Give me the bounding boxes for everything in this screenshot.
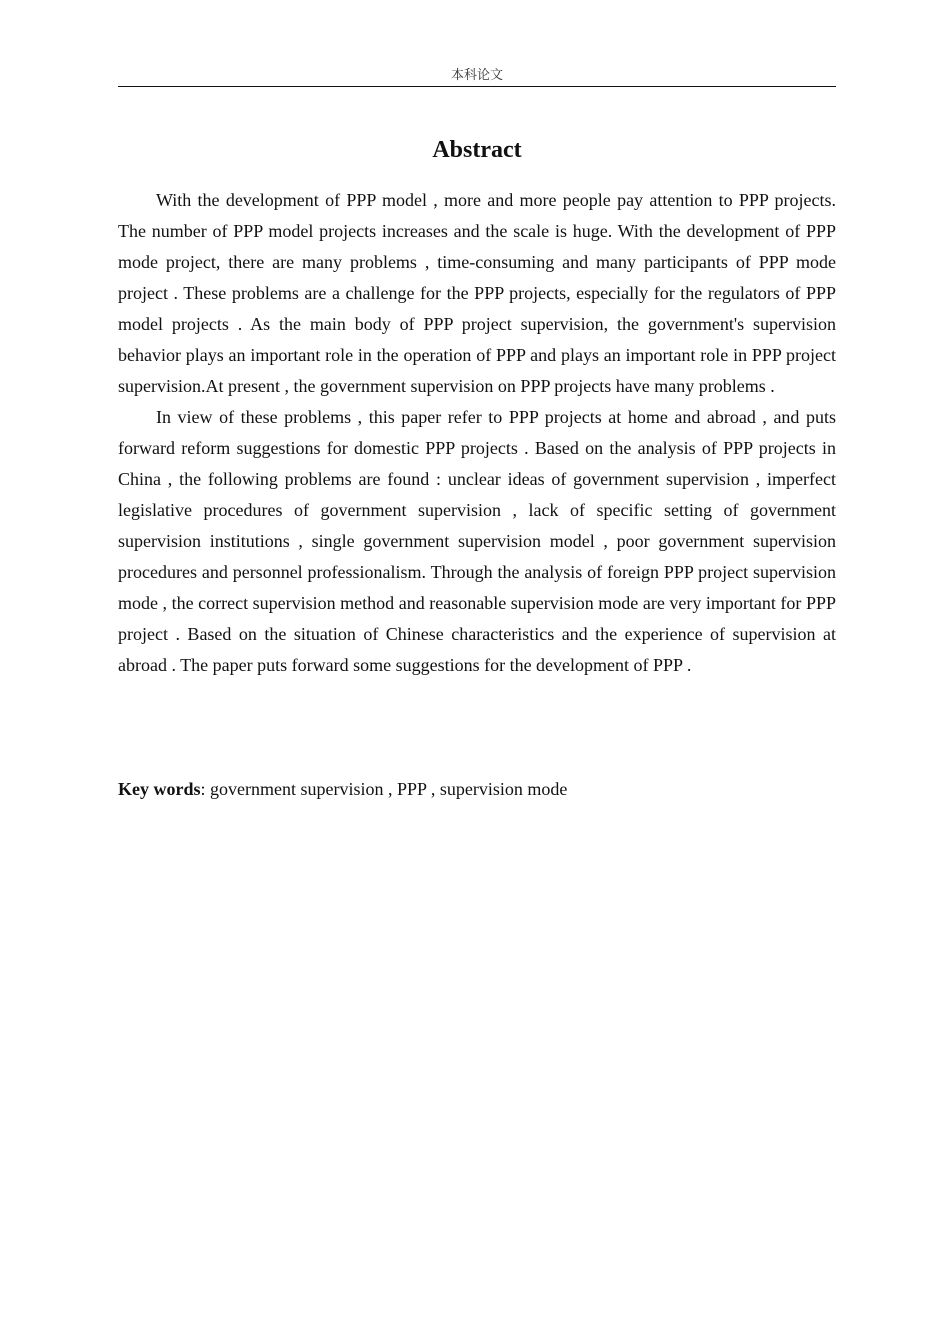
keywords-line xyxy=(118,774,836,805)
page-header: 本科论文 xyxy=(118,66,836,87)
abstract-body xyxy=(118,185,836,681)
abstract-title: Abstract xyxy=(432,137,522,163)
keywords-label: Key words xyxy=(118,779,201,799)
abstract-paragraph-2: In view of these problems , this paper refer to PPP projects at home and abroad , and puts forward reform suggestions for domestic PPP projects . Based on the analysis of PPP projects in China , the following problems are found : unclear ideas of government supervision , imperfect legislative procedures of government supervision , lack of specific setting of government supervision institutions , single government supervision model , poor government supervision procedures and personnel professionalism. Through the analysis of foreign PPP project supervision mode , the correct supervision method and reasonable supervision mode are very important for PPP project . Based on the situation of Chinese characteristics and the experience of supervision at abroad . The paper puts forward some suggestions for the development of PPP . xyxy=(118,407,836,675)
abstract-paragraph-1: With the development of PPP model , more and more people pay attention to PPP projects. The number of PPP model projects increases and the scale is huge. With the development of PPP mode project, there are many problems , time-consuming and many participants of PPP mode project . These problems are a challenge for the PPP projects, especially for the regulators of PPP model projects . As the main body of PPP project supervision, the government's supervision behavior plays an important role in the operation of PPP and plays an important role in PPP project supervision.At present , the government supervision on PPP projects have many problems . xyxy=(118,190,836,396)
keywords-value: government supervision , PPP , supervision mode xyxy=(210,779,568,799)
keywords-separator: : xyxy=(200,779,211,799)
